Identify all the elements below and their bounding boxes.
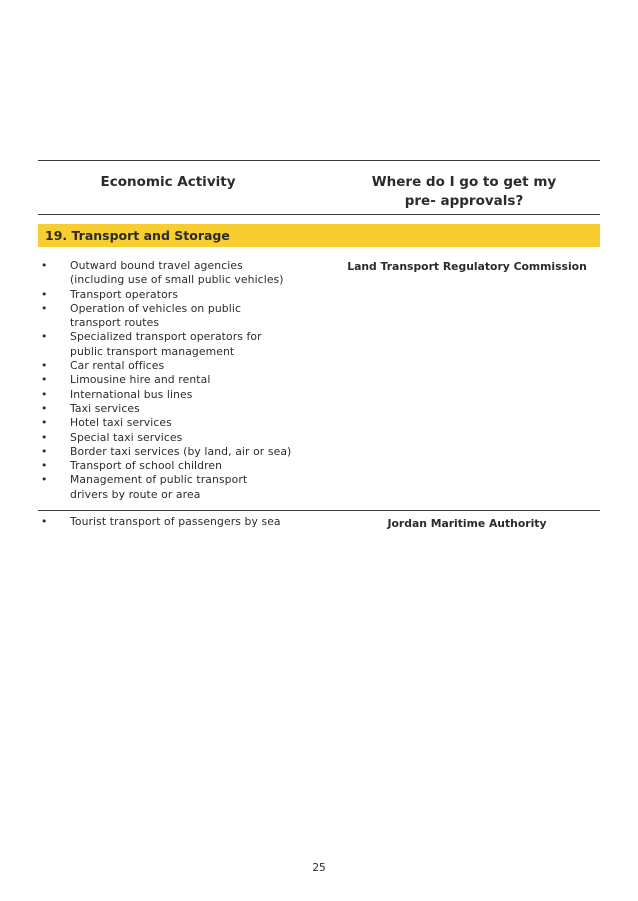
column-header-economic-activity [38,173,298,192]
bullet-icon: • [41,330,48,344]
activity-list-land-transport [38,259,308,502]
list-item [38,431,308,445]
list-item [38,473,308,502]
column-header-pre-approvals [333,173,595,211]
bullet-icon: • [41,459,48,473]
column-header-approvals-line1: Where do I go to get my [371,174,557,190]
list-item-line2: drivers by route or area [70,487,201,501]
bullet-icon: • [41,473,48,487]
section-header-band [38,224,600,247]
table-top-rule [38,160,600,161]
bullet-icon: • [41,515,48,528]
authority-maritime: Jordan Maritime Authority [387,517,547,530]
list-item-line1: Border taxi services (by land, air or sea) [70,444,292,458]
list-item-line1: Tourist transport of passengers by sea [70,515,281,528]
list-item-line1: Hotel taxi services [70,416,172,430]
bullet-icon: • [41,387,48,401]
bullet-icon: • [41,301,48,315]
list-item-line1: Outward bound travel agencies [70,259,243,272]
column-header-activity-text: Economic Activity [100,174,236,190]
list-item-line1: Car rental offices [70,359,165,373]
bullet-icon: • [41,259,48,272]
list-item-line1: Operation of vehicles on public [70,301,241,315]
activity-list-maritime [38,515,308,529]
list-item-line1: International bus lines [70,387,193,401]
page-number: 25 [312,862,326,874]
list-item [38,288,308,302]
list-item [38,302,308,331]
authority-land-transport: Land Transport Regulatory Commission [347,260,587,273]
list-item [38,259,308,288]
list-item-line1: Transport operators [70,287,179,301]
list-item [38,373,308,387]
bullet-icon: • [41,359,48,373]
list-item [38,402,308,416]
list-item [38,515,308,529]
list-item [38,416,308,430]
list-item-line2: public transport management [70,344,235,358]
list-item-line1: Specialized transport operators for [70,330,262,344]
table-row-rule [38,510,600,511]
list-item-line1: Management of public transport [70,473,248,487]
table-header-rule [38,214,600,215]
list-item-line2: transport routes [70,316,160,330]
bullet-icon: • [41,444,48,458]
list-item-line2: (including use of small public vehicles) [70,273,284,287]
list-item [38,359,308,373]
list-item-line1: Special taxi services [70,430,183,444]
bullet-icon: • [41,416,48,430]
list-item [38,445,308,459]
section-title: 19. Transport and Storage [45,228,230,243]
column-header-approvals-line2: pre- approvals? [404,193,524,209]
list-item-line1: Taxi services [70,401,140,415]
list-item-line1: Transport of school children [70,459,223,473]
bullet-icon: • [41,430,48,444]
bullet-icon: • [41,287,48,301]
bullet-icon: • [41,401,48,415]
bullet-icon: • [41,373,48,387]
list-item [38,388,308,402]
list-item [38,330,308,359]
list-item-line1: Limousine hire and rental [70,373,211,387]
list-item [38,459,308,473]
